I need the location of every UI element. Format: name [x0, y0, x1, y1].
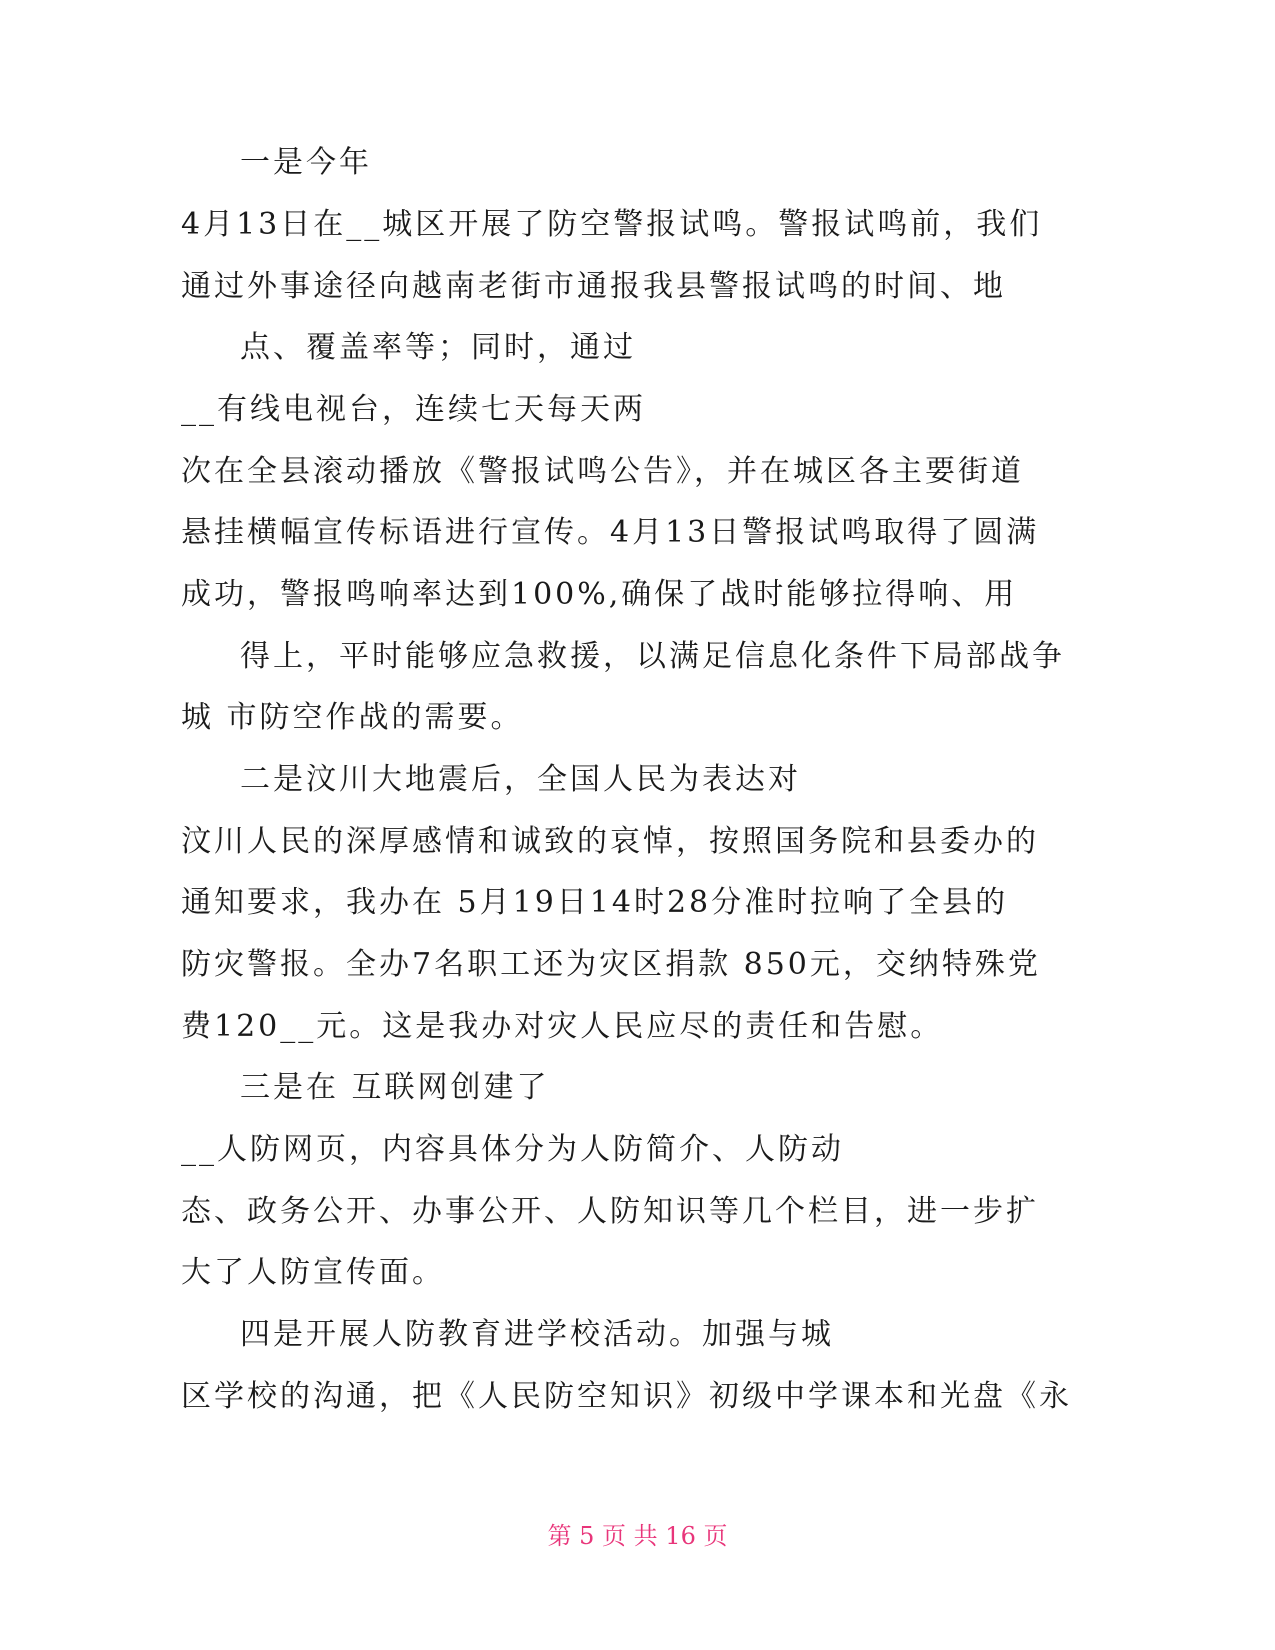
text-line: __有线电视台，连续七天每天两 — [181, 392, 646, 427]
text-line: 防灾警报。全办7名职工还为灾区捐款 850元，交纳特殊党 — [181, 947, 1041, 982]
text-line: 次在全县滚动播放《警报试鸣公告》，并在城区各主要街道 — [181, 454, 1024, 489]
text-line: 三是在 互联网创建了 — [240, 1070, 550, 1105]
text-line: 一是今年 — [240, 145, 372, 180]
text-line: 成功，警报鸣响率达到100%,确保了战时能够拉得响、用 — [181, 577, 1018, 612]
text-line: 通知要求，我办在 5月19日14时28分准时拉响了全县的 — [181, 885, 1009, 920]
text-line: 态、政务公开、办事公开、人防知识等几个栏目，进一步扩 — [181, 1194, 1039, 1229]
text-line: 大了人防宣传面。 — [181, 1255, 445, 1290]
text-line: 城 市防空作战的需要。 — [181, 700, 524, 735]
text-line: 悬挂横幅宣传标语进行宣传。4月13日警报试鸣取得了圆满 — [181, 515, 1040, 550]
text-line: 二是汶川大地震后，全国人民为表达对 — [240, 762, 801, 797]
text-line: 费120__元。这是我办对灾人民应尽的责任和告慰。 — [181, 1009, 944, 1044]
text-line: 4月13日在__城区开展了防空警报试鸣。警报试鸣前，我们 — [181, 207, 1043, 242]
text-line: 四是开展人防教育进学校活动。加强与城 — [240, 1317, 834, 1352]
page-number-footer: 第 5 页 共 16 页 — [547, 1522, 728, 1550]
text-line: 点、覆盖率等；同时，通过 — [240, 330, 636, 365]
text-line: 得上，平时能够应急救援，以满足信息化条件下局部战争 — [240, 639, 1065, 674]
text-line: 通过外事途径向越南老街市通报我县警报试鸣的时间、地 — [181, 269, 1006, 304]
text-line: 汶川人民的深厚感情和诚致的哀悼，按照国务院和县委办的 — [181, 824, 1039, 859]
text-line: 区学校的沟通，把《人民防空知识》初级中学课本和光盘《永 — [181, 1379, 1072, 1414]
text-line: __人防网页，内容具体分为人防简介、人防动 — [181, 1132, 844, 1167]
